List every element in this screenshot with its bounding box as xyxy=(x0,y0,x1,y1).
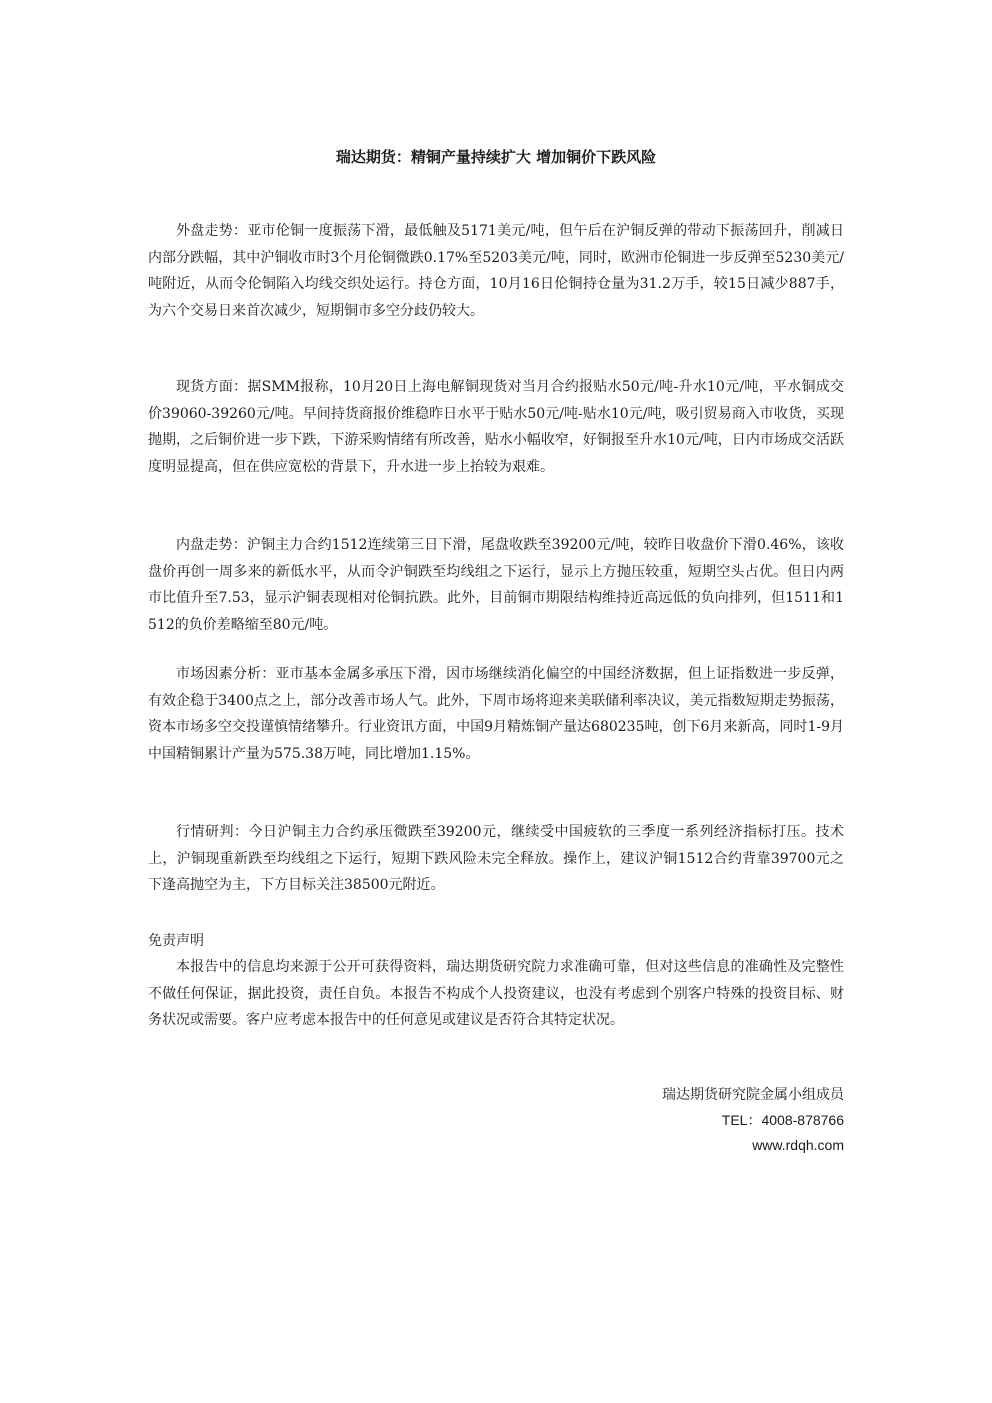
document-page xyxy=(148,0,844,1403)
disclaimer-heading: 免责声明 xyxy=(148,933,204,949)
paragraph-market-outlook: 行情研判：今日沪铜主力合约承压微跌至39200元，继续受中国疲软的三季度一系列经济指标打压。技术上，沪铜现重新跌至均线组之下运行，短期下跌风险未完全释放。操作上，建议沪铜1512合约背靠39700元之下逢高抛空为主，下方目标关注38500元附近。 xyxy=(148,824,844,894)
signature-author: 瑞达期货研究院金属小组成员 xyxy=(662,1087,844,1103)
document-title: 瑞达期货：精铜产量持续扩大 增加铜价下跌风险 xyxy=(335,148,657,166)
paragraph-market-factors: 市场因素分析：亚市基本金属多承压下滑，因市场继续消化偏空的中国经济数据，但上证指数进一步反弹，有效企稳于3400点之上，部分改善市场人气。此外，下周市场将迎来美联储利率决议，美元指数短期走势振荡，资本市场多空交投谨慎情绪攀升。行业资讯方面，中国9月精炼铜产量达680235吨，创下6月来新高，同时1-9月中国精铜累计产量为575.38万吨，同比增加1.15%。 xyxy=(148,666,844,762)
signature-tel: TEL：4008-878766 xyxy=(721,1112,844,1128)
disclaimer-text: 本报告中的信息均来源于公开可获得资料，瑞达期货研究院力求准确可靠，但对这些信息的准确性及完整性不做任何保证，据此投资，责任自负。本报告不构成个人投资建议，也没有考虑到个别客户特殊的投资目标、财务状况或需要。客户应考虑本报告中的任何意见或建议是否符合其特定状况。 xyxy=(148,959,844,1029)
signature-block xyxy=(662,1083,844,1158)
paragraph-spot-market: 现货方面：据SMM报称，10月20日上海电解铜现货对当月合约报贴水50元/吨-升水10元/吨，平水铜成交价39060-39260元/吨。早间持货商报价维稳昨日水平于贴水50元/吨-贴水10元/吨，吸引贸易商入市收货，买现抛期，之后铜价进一步下跌，下游采购情绪有所改善，贴水小幅收窄，好铜报至升水10元/吨，日内市场成交活跃度明显提高，但在供应宽松的背景下，升水进一步上抬较为艰难。 xyxy=(148,379,844,475)
paragraph-domestic-market: 内盘走势：沪铜主力合约1512连续第三日下滑，尾盘收跌至39200元/吨，较昨日收盘价下滑0.46%，该收盘价再创一周多来的新低水平，从而令沪铜跌至均线组之下运行，显示上方抛压较重，短期空头占优。但日内两市比值升至7.53，显示沪铜表现相对伦铜抗跌。此外，目前铜市期限结构维持近高远低的负向排列，但1511和1512的负价差略缩至80元/吨。 xyxy=(148,537,844,633)
paragraph-overseas-market: 外盘走势：亚市伦铜一度振荡下滑，最低触及5171美元/吨，但午后在沪铜反弹的带动下振荡回升，削减日内部分跌幅，其中沪铜收市时3个月伦铜微跌0.17%至5203美元/吨，同时，欧洲市伦铜进一步反弹至5230美元/吨附近，从而令伦铜陷入均线交织处运行。持仓方面，10月16日伦铜持仓量为31.2万手，较15日减少887手，为六个交易日来首次减少，短期铜市多空分歧仍较大。 xyxy=(148,223,844,319)
signature-website: www.rdqh.com xyxy=(752,1137,844,1153)
